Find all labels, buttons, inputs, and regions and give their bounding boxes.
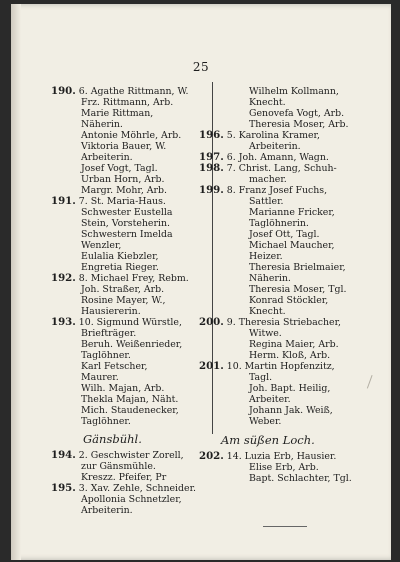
resident-line: Knecht. — [249, 97, 286, 108]
resident-line: Michael Maucher, — [249, 240, 335, 251]
entry-number: 195. — [51, 482, 76, 494]
entry-text: 7. St. Maria-Haus. — [75, 196, 166, 207]
resident-line: Näherin. — [249, 273, 291, 284]
resident-line: Arbeiterin. — [81, 152, 133, 163]
resident-line: Arbeiterin. — [81, 505, 133, 516]
street-heading: Gänsbühl. — [83, 432, 142, 446]
resident-line: Näherin. — [81, 119, 123, 130]
resident-line: Beruh. Weißenrieder, — [81, 339, 183, 350]
entry-line — [51, 317, 207, 328]
resident-line: Knecht. — [249, 306, 286, 317]
entry-number: 190. — [51, 85, 76, 97]
entry-text: 6. Agathe Rittmann, W. — [75, 86, 189, 97]
entry-text: 3. Xav. Zehle, Schneider. — [75, 483, 197, 494]
entry-text: 10. Sigmund Würstle, — [75, 317, 182, 328]
resident-line: macher. — [249, 174, 287, 185]
entry-line — [199, 451, 359, 462]
resident-line: zur Gänsmühle. — [81, 461, 156, 472]
street-heading: Am süßen Loch. — [221, 433, 315, 447]
resident-line: Taglöhnerin. — [249, 218, 309, 229]
book-page — [11, 4, 391, 560]
resident-line: Urban Horn, Arb. — [81, 174, 165, 185]
entry-text: 7. Christ. Lang, Schuh- — [223, 163, 337, 174]
resident-line: Joh. Bapt. Heilig, — [249, 383, 331, 394]
resident-line: Briefträger. — [81, 328, 137, 339]
resident-line: Genovefa Vogt, Arb. — [249, 108, 345, 119]
right-column — [199, 86, 359, 484]
entry-number: 196. — [199, 129, 224, 141]
resident-line: Theresia Brielmaier, — [249, 262, 346, 273]
resident-line: Theresia Moser, Tgl. — [249, 284, 347, 295]
page-number: 25 — [192, 60, 210, 74]
resident-line: Maurer. — [81, 372, 119, 383]
resident-line: Antonie Möhrle, Arb. — [81, 130, 182, 141]
entry-line — [51, 450, 207, 461]
resident-line: Wenzler, — [81, 240, 122, 251]
resident-line: Sattler. — [249, 196, 284, 207]
resident-line: Josef Vogt, Tagl. — [81, 163, 158, 174]
entry-text: 14. Luzia Erb, Hausier. — [223, 451, 337, 462]
entry-line — [199, 130, 359, 141]
entry-line — [51, 196, 207, 207]
entry-number: 194. — [51, 449, 76, 461]
entry-line — [199, 185, 359, 196]
entry-line — [199, 361, 359, 372]
resident-line: Marianne Fricker, — [249, 207, 335, 218]
entry-number: 193. — [51, 316, 76, 328]
margin-pencil-mark — [367, 375, 379, 391]
entry-text: 9. Theresia Striebacher, — [223, 317, 342, 328]
resident-line: Elise Erb, Arb. — [249, 462, 319, 473]
resident-line: Apollonia Schnetzler, — [81, 494, 182, 505]
resident-line: Rosine Mayer, W., — [81, 295, 166, 306]
entry-text: 10. Martin Hopfenzitz, — [223, 361, 335, 372]
resident-line: Konrad Stöckler, — [249, 295, 329, 306]
entry-number: 192. — [51, 272, 76, 284]
entry-text: 8. Michael Frey, Rebm. — [75, 273, 189, 284]
resident-line: Frz. Rittmann, Arb. — [81, 97, 174, 108]
entry-number: 202. — [199, 450, 224, 462]
resident-line: Johann Jak. Weiß, — [249, 405, 333, 416]
resident-line: Joh. Straßer, Arb. — [81, 284, 165, 295]
entry-line — [51, 483, 207, 494]
resident-line: Eulalia Kiebzler, — [81, 251, 159, 262]
resident-line: Karl Fetscher, — [81, 361, 148, 372]
resident-line: Weber. — [249, 416, 282, 427]
resident-line: Arbeiter. — [249, 394, 291, 405]
entry-line — [51, 86, 207, 97]
page-gutter-shadow — [11, 4, 21, 560]
resident-line: Schwestern Imelda — [81, 229, 173, 240]
resident-line: Taglöhner. — [81, 416, 131, 427]
resident-line: Regina Maier, Arb. — [249, 339, 339, 350]
resident-line: Heizer. — [249, 251, 283, 262]
resident-line: Taglöhner. — [81, 350, 131, 361]
resident-line: Schwester Eustella — [81, 207, 173, 218]
resident-line: Thekla Majan, Näht. — [81, 394, 179, 405]
entry-number: 199. — [199, 184, 224, 196]
resident-line: Hausiererin. — [81, 306, 141, 317]
resident-line: Josef Ott, Tagl. — [249, 229, 320, 240]
resident-line: Wilhelm Kollmann, — [249, 86, 339, 97]
resident-line: Marie Rittman, — [81, 108, 154, 119]
entry-number: 198. — [199, 162, 224, 174]
resident-line: Witwe. — [249, 328, 282, 339]
resident-line: Viktoria Bauer, W. — [81, 141, 167, 152]
resident-line: Margr. Mohr, Arb. — [81, 185, 168, 196]
entry-line — [199, 317, 359, 328]
resident-line: Theresia Moser, Arb. — [249, 119, 349, 130]
end-rule — [263, 526, 307, 527]
entry-text: 2. Geschwister Zorell, — [75, 450, 184, 461]
resident-line: Stein, Vorsteherin. — [81, 218, 170, 229]
left-column — [51, 86, 207, 516]
entry-number: 200. — [199, 316, 224, 328]
entry-number: 197. — [199, 151, 224, 163]
resident-line: Kreszz. Pfeifer, Pr — [81, 472, 167, 483]
entry-number: 201. — [199, 360, 224, 372]
resident-line: Bapt. Schlachter, Tgl. — [249, 473, 352, 484]
resident-line: Tagl. — [249, 372, 273, 383]
entry-text: 8. Franz Josef Fuchs, — [223, 185, 328, 196]
entry-line — [51, 273, 207, 284]
entry-line — [199, 163, 359, 174]
resident-line: Engretia Rieger. — [81, 262, 159, 273]
resident-line: Arbeiterin. — [249, 141, 301, 152]
resident-line: Mich. Staudenecker, — [81, 405, 179, 416]
entry-text: 5. Karolina Kramer, — [223, 130, 320, 141]
resident-line: Herm. Kloß, Arb. — [249, 350, 331, 361]
entry-number: 191. — [51, 195, 76, 207]
resident-line: Wilh. Majan, Arb. — [81, 383, 165, 394]
entry-text: 6. Joh. Amann, Wagn. — [223, 152, 329, 163]
